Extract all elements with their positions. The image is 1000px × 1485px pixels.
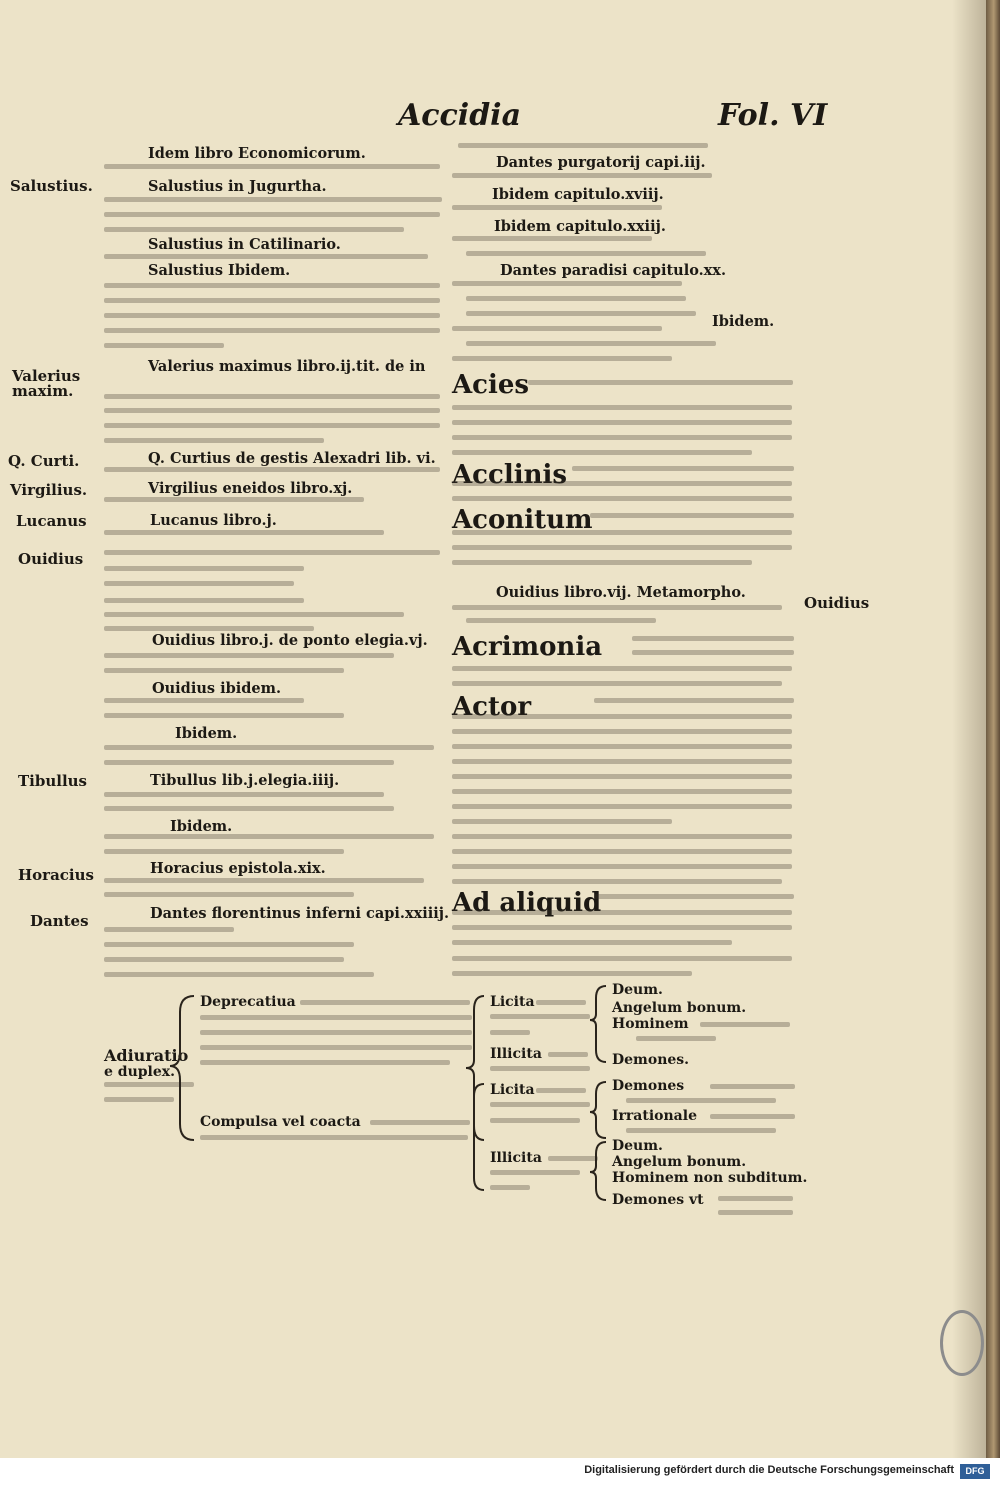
text-line xyxy=(490,1102,590,1107)
diagram-leaf: Illicita xyxy=(490,1150,542,1166)
text-line xyxy=(104,298,440,303)
section-heading: Salustius in Catilinario. xyxy=(148,236,341,253)
text-line xyxy=(104,467,440,472)
text-line xyxy=(718,1210,793,1215)
text-line xyxy=(594,894,794,899)
headword: Ad aliquid xyxy=(452,888,602,918)
margin-note: Tibullus xyxy=(18,772,88,790)
diagram-target: Irrationale xyxy=(612,1108,697,1124)
diagram-leaf: Licita xyxy=(490,994,535,1010)
text-line xyxy=(104,1097,174,1102)
text-line xyxy=(636,1036,716,1041)
text-line xyxy=(452,496,792,501)
text-line xyxy=(528,380,793,385)
text-line xyxy=(452,940,732,945)
text-line xyxy=(490,1066,590,1071)
section-heading: Idem libro Economicorum. xyxy=(148,145,366,162)
margin-note: Ouidius xyxy=(18,550,84,568)
diagram-leaf: Illicita xyxy=(490,1046,542,1062)
text-line xyxy=(104,927,234,932)
text-line xyxy=(594,698,794,703)
folio-number: Fol. VI xyxy=(718,98,828,133)
text-line xyxy=(452,956,792,961)
text-line xyxy=(104,612,404,617)
text-line xyxy=(104,438,324,443)
diagram-target: Deum. xyxy=(612,982,663,998)
text-line xyxy=(632,636,794,641)
section-heading: Ibidem. xyxy=(175,725,238,742)
text-line xyxy=(104,581,294,586)
text-line xyxy=(490,1170,580,1175)
text-line xyxy=(104,313,440,318)
diagram-branch: Deprecatiua xyxy=(200,994,296,1010)
headword: Acrimonia xyxy=(452,632,603,662)
text-line xyxy=(104,892,354,897)
text-line xyxy=(452,834,792,839)
section-heading: Ouidius libro.j. de ponto elegia.vj. xyxy=(152,632,428,649)
diagram-target: Hominem xyxy=(612,1016,689,1032)
text-line xyxy=(104,497,364,502)
diagram-target: Demones. xyxy=(612,1052,690,1068)
diagram-root: Adiuratio xyxy=(104,1046,189,1065)
text-line xyxy=(452,774,792,779)
text-line xyxy=(718,1196,793,1201)
margin-note: Salustius. xyxy=(10,177,93,195)
margin-note: Horacius xyxy=(18,866,94,884)
text-line xyxy=(452,925,792,930)
text-line xyxy=(452,879,782,884)
section-heading: Salustius in Jugurtha. xyxy=(148,178,327,195)
text-line xyxy=(590,513,794,518)
text-line xyxy=(200,1030,472,1035)
text-line xyxy=(452,326,662,331)
text-line xyxy=(452,729,792,734)
brace-line xyxy=(474,1084,484,1190)
text-line xyxy=(104,227,404,232)
text-line xyxy=(104,745,434,750)
funding-credit: Digitalisierung gefördert durch die Deutsche Forschungsgemeinschaft xyxy=(584,1464,954,1476)
text-line xyxy=(466,341,716,346)
section-heading: Ibidem capitulo.xxiij. xyxy=(494,218,666,235)
text-line xyxy=(452,481,792,486)
text-line xyxy=(452,714,792,719)
headword: Acies xyxy=(452,370,530,400)
text-line xyxy=(452,789,792,794)
brace-line xyxy=(590,986,606,1062)
dfg-logo: DFG xyxy=(960,1464,990,1479)
text-line xyxy=(490,1030,530,1035)
text-line xyxy=(104,197,442,202)
text-line xyxy=(452,759,792,764)
text-line xyxy=(104,760,394,765)
text-line xyxy=(452,356,672,361)
text-line xyxy=(452,435,792,440)
section-heading: Ibidem capitulo.xviij. xyxy=(492,186,664,203)
headword: Actor xyxy=(452,692,532,722)
diagram-target: Angelum bonum. xyxy=(612,1154,747,1170)
text-line xyxy=(452,545,792,550)
text-line xyxy=(632,650,794,655)
text-line xyxy=(452,173,712,178)
text-line xyxy=(536,1088,586,1093)
section-heading: Valerius maximus libro.ij.tit. de in xyxy=(148,358,426,375)
running-title: Accidia xyxy=(398,98,522,133)
diagram-target: Angelum bonum. xyxy=(612,1000,747,1016)
section-heading: Horacius epistola.xix. xyxy=(150,860,326,877)
section-heading: Q. Curtius de gestis Alexadri lib. vi. xyxy=(148,450,436,467)
text-line xyxy=(104,713,344,718)
section-heading: Dantes purgatorij capi.iij. xyxy=(496,154,706,171)
diagram-target: Hominem non subditum. xyxy=(612,1170,808,1186)
text-line xyxy=(104,394,440,399)
text-line xyxy=(200,1045,472,1050)
text-line xyxy=(104,408,440,413)
text-line xyxy=(104,328,440,333)
text-line xyxy=(548,1052,588,1057)
binding-clip xyxy=(940,1310,984,1376)
text-line xyxy=(104,1082,194,1087)
text-line xyxy=(104,343,224,348)
text-line xyxy=(200,1015,472,1020)
text-line xyxy=(104,653,394,658)
section-heading: Dantes paradisi capitulo.xx. xyxy=(500,262,727,279)
text-line xyxy=(452,744,792,749)
text-line xyxy=(452,450,752,455)
book-spine xyxy=(986,0,1000,1458)
text-line xyxy=(104,698,304,703)
diagram-root-sub: e duplex. xyxy=(104,1064,175,1080)
text-line xyxy=(104,550,440,555)
section-heading: Ouidius ibidem. xyxy=(152,680,281,697)
margin-note: Valerius xyxy=(12,367,81,385)
diagram-branch: Compulsa vel coacta xyxy=(200,1114,361,1130)
text-line xyxy=(626,1128,776,1133)
text-line xyxy=(452,910,792,915)
text-line xyxy=(452,420,792,425)
section-heading: Virgilius eneidos libro.xj. xyxy=(148,480,353,497)
text-line xyxy=(452,405,792,410)
text-line xyxy=(452,560,752,565)
margin-note: Dantes xyxy=(30,912,89,930)
text-line xyxy=(104,834,434,839)
headword: Acclinis xyxy=(452,460,568,490)
text-line xyxy=(490,1118,580,1123)
text-line xyxy=(104,668,344,673)
text-line xyxy=(104,212,440,217)
text-line xyxy=(458,143,708,148)
diagram-target: Demones xyxy=(612,1078,685,1094)
section-heading: Tibullus lib.j.elegia.iiij. xyxy=(150,772,340,789)
text-line xyxy=(466,311,696,316)
section-heading: Salustius Ibidem. xyxy=(148,262,291,279)
text-line xyxy=(104,849,344,854)
text-line xyxy=(300,1000,470,1005)
headword: Aconitum xyxy=(452,505,593,535)
text-line xyxy=(104,806,394,811)
margin-note: Q. Curti. xyxy=(8,452,80,470)
text-line xyxy=(104,957,344,962)
text-line xyxy=(452,804,792,809)
text-line xyxy=(104,254,428,259)
text-line xyxy=(104,942,354,947)
text-line xyxy=(466,618,656,623)
text-line xyxy=(370,1120,470,1125)
margin-note: Ouidius xyxy=(804,594,870,612)
text-line xyxy=(452,281,682,286)
text-line xyxy=(104,164,440,169)
text-line xyxy=(104,972,374,977)
text-line xyxy=(200,1135,468,1140)
text-line xyxy=(104,283,440,288)
text-line xyxy=(548,1156,598,1161)
text-line xyxy=(466,296,686,301)
diagram-target: Demones vt xyxy=(612,1192,704,1208)
text-line xyxy=(710,1114,795,1119)
section-heading: Ouidius libro.vij. Metamorpho. xyxy=(496,584,746,601)
text-line xyxy=(700,1022,790,1027)
margin-note: Virgilius. xyxy=(10,481,88,499)
section-heading: Ibidem. xyxy=(170,818,233,835)
brace-line xyxy=(590,1142,606,1200)
text-line xyxy=(200,1060,450,1065)
text-line xyxy=(452,849,792,854)
text-line xyxy=(452,971,692,976)
section-heading: Ibidem. xyxy=(712,313,775,330)
text-line xyxy=(104,626,314,631)
diagram-target: Deum. xyxy=(612,1138,663,1154)
text-line xyxy=(710,1084,795,1089)
brace-line xyxy=(590,1082,606,1138)
gutter-shadow xyxy=(952,0,986,1458)
text-line xyxy=(452,530,792,535)
margin-note: Lucanus xyxy=(16,512,87,530)
text-line xyxy=(104,792,384,797)
section-heading: Dantes florentinus inferni capi.xxiiij. xyxy=(150,905,450,922)
text-line xyxy=(104,598,304,603)
text-line xyxy=(466,251,706,256)
text-line xyxy=(452,681,782,686)
text-line xyxy=(452,236,652,241)
text-line xyxy=(452,864,792,869)
text-line xyxy=(104,423,440,428)
text-line xyxy=(490,1014,590,1019)
text-line xyxy=(104,530,384,535)
text-line xyxy=(452,819,672,824)
text-line xyxy=(490,1185,530,1190)
text-line xyxy=(104,878,424,883)
text-line xyxy=(572,466,794,471)
text-line xyxy=(452,605,782,610)
text-line xyxy=(452,666,792,671)
text-line xyxy=(626,1098,776,1103)
section-heading: Lucanus libro.j. xyxy=(150,512,277,529)
text-line xyxy=(104,566,304,571)
text-line xyxy=(536,1000,586,1005)
text-line xyxy=(452,205,662,210)
diagram-leaf: Licita xyxy=(490,1082,535,1098)
margin-note: maxim. xyxy=(12,382,74,400)
